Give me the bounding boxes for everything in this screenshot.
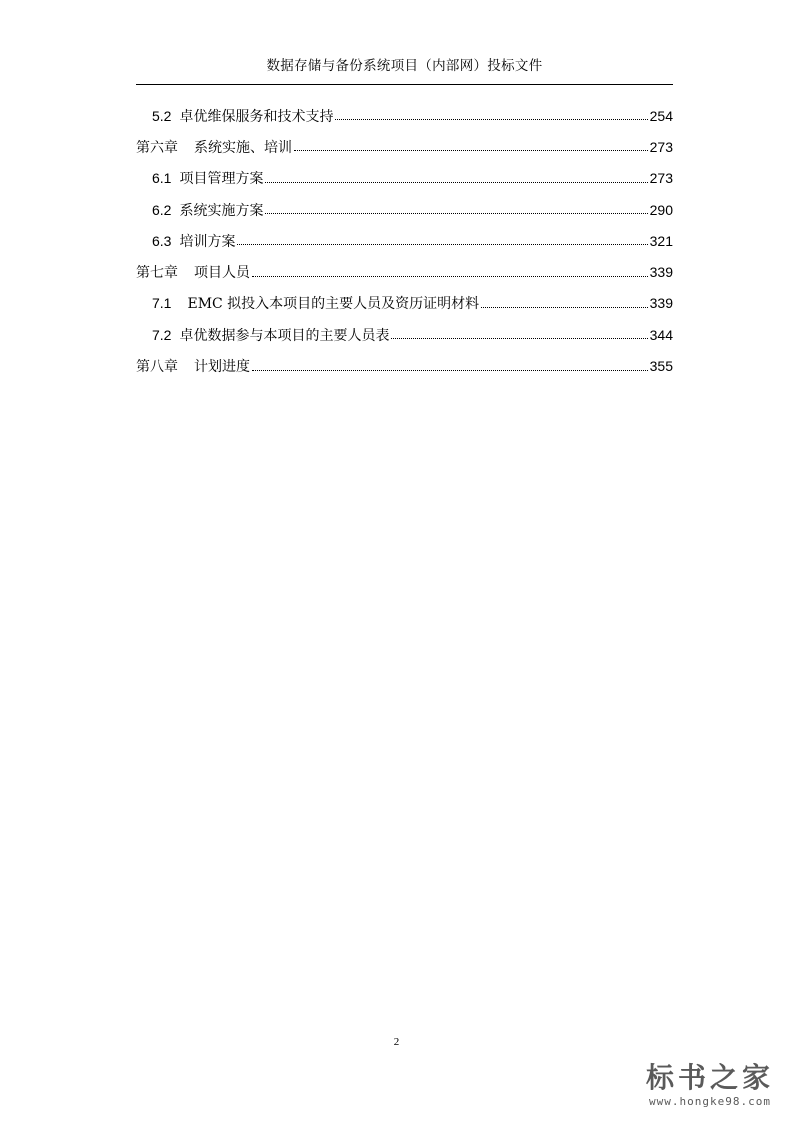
dot-leader — [335, 105, 647, 120]
toc-entry-6-3[interactable] — [136, 225, 673, 256]
toc-title: 卓优数据参与本项目的主要人员表 — [179, 327, 390, 344]
header-rule — [136, 84, 673, 85]
dot-leader — [391, 324, 647, 339]
table-of-contents — [136, 100, 673, 382]
toc-entry-chapter-6[interactable] — [136, 131, 673, 162]
dot-leader — [252, 262, 648, 277]
running-header: 数据存储与备份系统项目（内部网）投标文件 — [266, 58, 543, 74]
toc-entry-5-2[interactable] — [136, 100, 673, 131]
toc-title: 系统实施方案 — [179, 202, 264, 219]
dot-leader — [265, 168, 647, 183]
toc-page: 339 — [649, 264, 673, 281]
watermark-logo: 标书之家 — [645, 1061, 774, 1094]
page-number: 2 — [393, 1036, 400, 1048]
toc-page: 321 — [649, 232, 673, 249]
toc-entry-chapter-7[interactable] — [136, 256, 673, 287]
toc-number: 5.2 — [152, 107, 172, 124]
toc-number: 7.2 — [152, 326, 172, 343]
toc-title: 计划进度 — [194, 359, 250, 376]
toc-page: 273 — [649, 138, 673, 155]
toc-entry-7-2[interactable] — [136, 319, 673, 350]
toc-page: 290 — [649, 201, 673, 218]
toc-entry-7-1[interactable] — [136, 288, 673, 319]
toc-entry-6-1[interactable] — [136, 163, 673, 194]
toc-page: 339 — [649, 295, 673, 312]
dot-leader — [252, 356, 648, 371]
toc-entry-chapter-8[interactable] — [136, 350, 673, 381]
toc-number: 第七章 — [136, 265, 178, 282]
watermark — [635, 1063, 785, 1108]
toc-entry-6-2[interactable] — [136, 194, 673, 225]
toc-number: 第六章 — [136, 139, 178, 156]
dot-leader — [481, 293, 647, 308]
toc-number: 7.1 — [152, 295, 172, 312]
watermark-url: www.hongke98.com — [649, 1095, 771, 1108]
toc-title: 系统实施、培训 — [194, 139, 292, 156]
toc-number: 6.1 — [152, 170, 172, 187]
toc-page: 273 — [649, 170, 673, 187]
toc-title: 培训方案 — [179, 233, 236, 250]
dot-leader — [265, 199, 647, 214]
toc-page: 344 — [649, 326, 673, 343]
toc-number: 第八章 — [136, 359, 178, 376]
toc-number: 6.2 — [152, 201, 172, 218]
dot-leader — [294, 136, 648, 151]
toc-title: 项目人员 — [194, 265, 250, 282]
toc-title: 项目管理方案 — [179, 171, 264, 188]
toc-title: EMC 拟投入本项目的主要人员及资历证明材料 — [187, 296, 480, 313]
toc-page: 355 — [649, 358, 673, 375]
toc-title: 卓优维保服务和技术支持 — [179, 108, 334, 125]
dot-leader — [237, 230, 647, 245]
toc-number: 6.3 — [152, 232, 172, 249]
toc-page: 254 — [649, 107, 673, 124]
